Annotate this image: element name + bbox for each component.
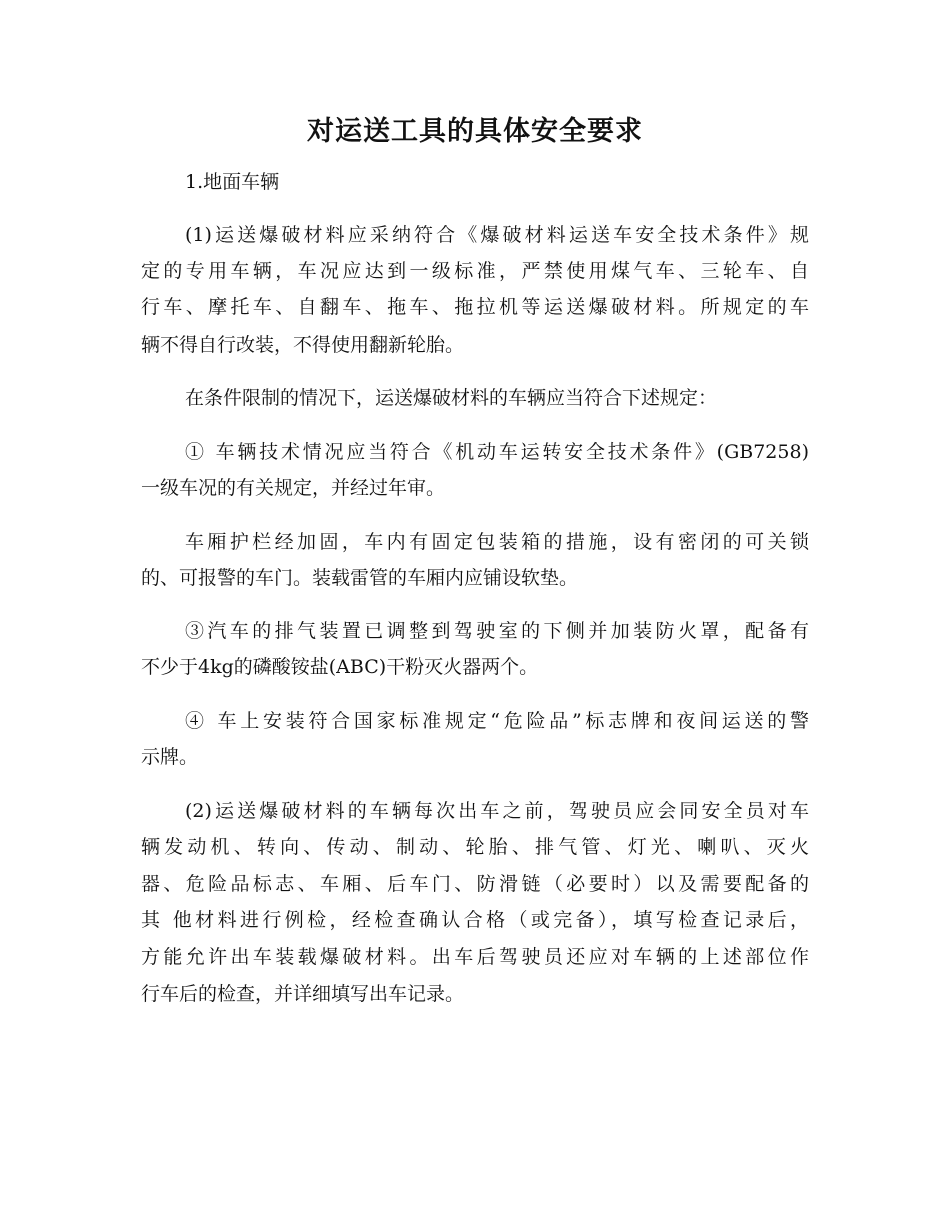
paragraph-line: 行车、摩托车、自翻车、拖车、拖拉机等运送爆破材料。所规定的车 [141, 296, 809, 318]
section-heading: 1.地面车辆 [185, 171, 280, 193]
paragraph-line: 一级车况的有关规定，并经过年审。 [141, 477, 446, 499]
paragraph-line: 示牌。 [141, 746, 199, 768]
paragraph-line: 在条件限制的情况下，运送爆破材料的车辆应当符合下述规定： [185, 387, 718, 409]
paragraph-line: 辆不得自行改装，不得使用翻新轮胎。 [141, 334, 465, 356]
paragraph-line: 器、危险品标志、车厢、后车门、防滑链（必要时）以及需要配备的 [141, 873, 809, 895]
paragraph-line: ③汽车的排气装置已调整到驾驶室的下侧并加装防火罩，配备有 [185, 620, 809, 642]
document-title: 对运送工具的具体安全要求 [307, 116, 643, 147]
paragraph-line: (2)运送爆破材料的车辆每次出车之前，驾驶员应会同安全员对车 [185, 800, 809, 822]
paragraph-line: 车厢护栏经加固，车内有固定包装箱的措施，设有密闭的可关锁 [185, 531, 809, 553]
paragraph-line: (1)运送爆破材料应采纳符合《爆破材料运送车安全技术条件》规 [185, 224, 809, 246]
paragraph-line: 辆发动机、转向、传动、制动、轮胎、排气管、灯光、喇叭、灭火 [141, 836, 809, 858]
paragraph-line: 行车后的检查，并详细填写出车记录。 [141, 983, 465, 1005]
paragraph-line: ④ 车上安装符合国家标准规定“危险品”标志牌和夜间运送的警 [185, 710, 809, 732]
paragraph-line: ① 车辆技术情况应当符合《机动车运转安全技术条件》(GB7258) [185, 441, 809, 463]
paragraph-line: 其 他材料进行例检，经检查确认合格（或完备），填写检查记录后， [141, 909, 809, 931]
paragraph-line: 的、可报警的车门。装载雷管的车厢内应铺设软垫。 [141, 567, 579, 589]
paragraph-line: 不少于4kg的磷酸铵盐(ABC)干粉灭火器两个。 [141, 656, 539, 678]
paragraph-line: 定的专用车辆，车况应达到一级标准，严禁使用煤气车、三轮车、自 [141, 260, 809, 282]
paragraph-line: 方能允许出车装载爆破材料。出车后驾驶员还应对车辆的上述部位作 [141, 946, 809, 968]
